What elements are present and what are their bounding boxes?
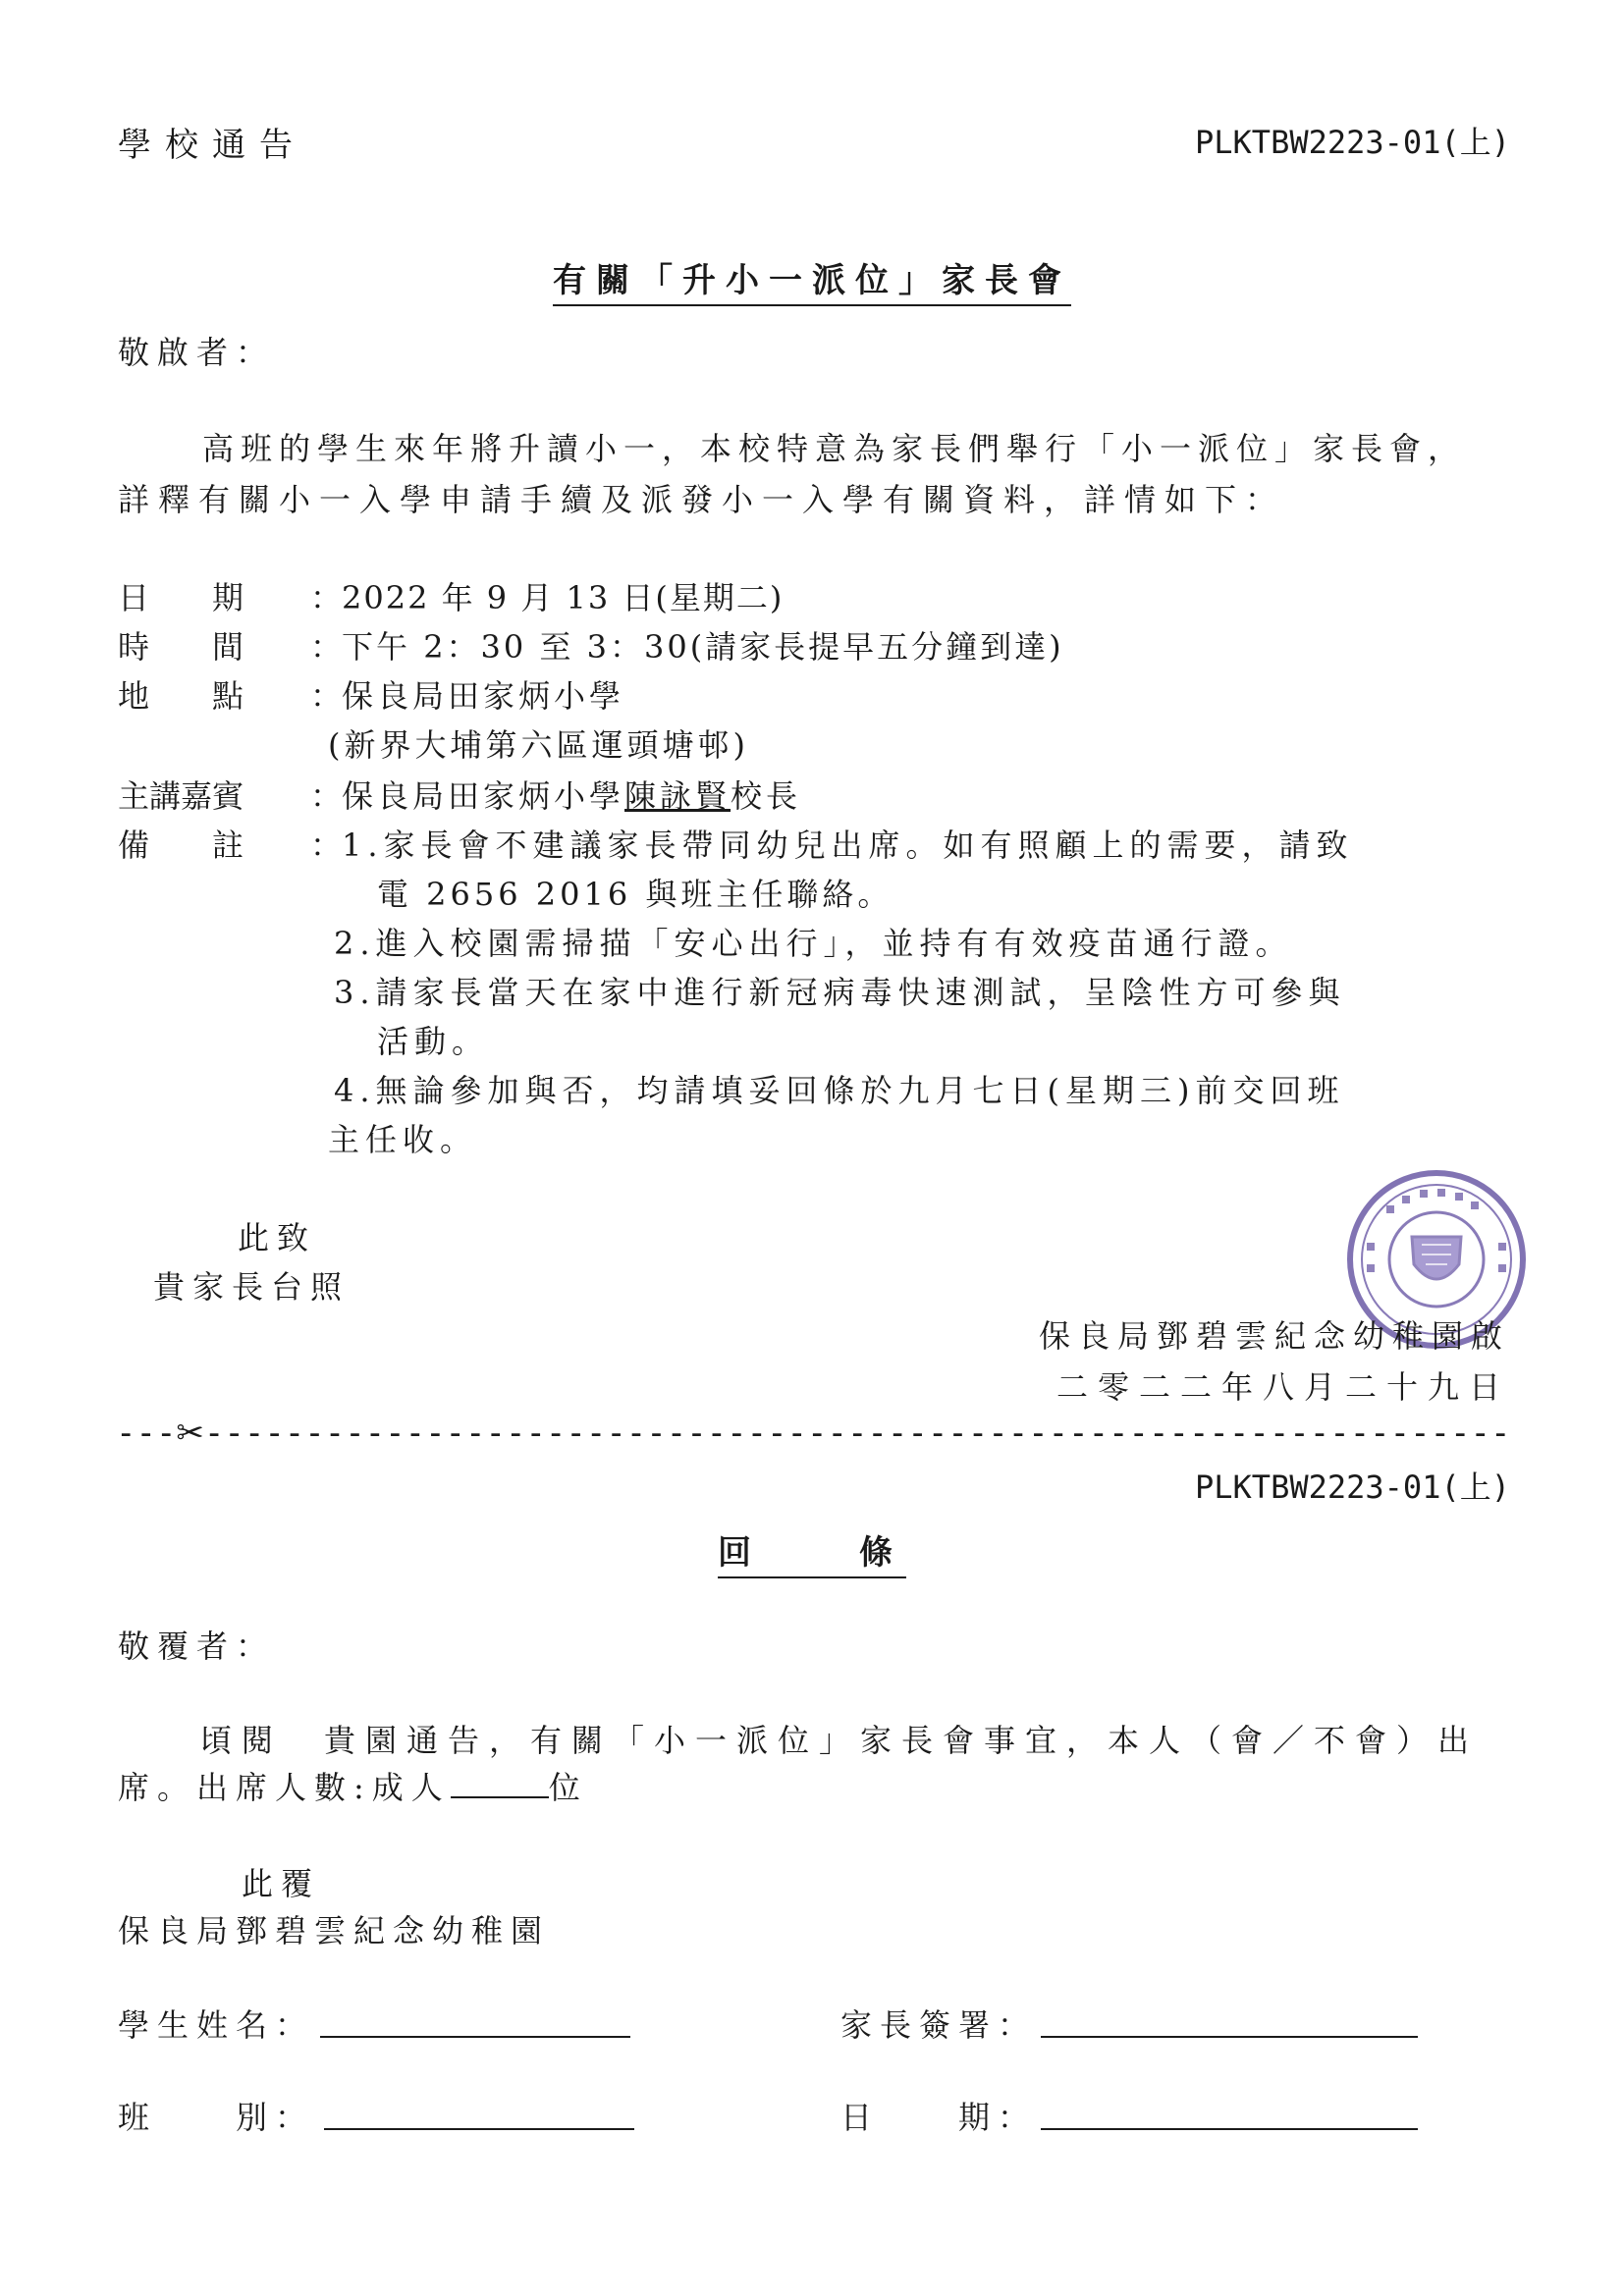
reply-title: 回 條 xyxy=(718,1533,906,1578)
detail-date-value: 2022 年 9 月 13 日(星期二) xyxy=(342,579,785,616)
reply-closing-2: 保良局鄧碧雲紀念幼稚園 xyxy=(118,1912,551,1949)
reply-body-line-2 xyxy=(118,1763,588,1808)
parent-signature-label: 家長簽署： xyxy=(840,2006,1038,2044)
signoff-date: 二零二二年八月二十九日 xyxy=(1056,1368,1510,1406)
detail-time: 時 間 ：下午 2：30 至 3：30(請家長提早五分鐘到達) xyxy=(118,622,1064,667)
note-3-line-2: 活動。 xyxy=(377,1023,490,1060)
note-2: 2.進入校園需掃描「安心出行」，並持有有效疫苗通行證。 xyxy=(334,925,1293,962)
notice-title-wrap xyxy=(0,253,1624,301)
class-label: 班 別： xyxy=(118,2099,315,2136)
closing-line-2: 貴家長台照 xyxy=(153,1268,351,1306)
note-3-line-1: 3.請家長當天在家中進行新冠病毒快速測試，呈陰性方可參與 xyxy=(334,974,1346,1011)
reply-salutation: 敬覆者： xyxy=(118,1628,276,1665)
detail-date-label: 日 期 xyxy=(118,579,244,616)
detail-speaker-suffix: 校長 xyxy=(731,777,802,815)
detail-speaker: 主講嘉賓 ：保良局田家炳小學陳詠賢校長 xyxy=(118,772,801,817)
attendees-unit: 位 xyxy=(548,1769,588,1806)
detail-notes: 備 註 ：1.家長會不建議家長帶同幼兒出席。如有照顧上的需要，請致 xyxy=(118,821,1354,866)
parent-signature-field[interactable] xyxy=(1041,2036,1418,2038)
note-1-line-1: 1.家長會不建議家長帶同幼兒出席。如有照顧上的需要，請致 xyxy=(342,827,1354,864)
note-4-line-1: 4.無論參加與否，均請填妥回條於九月七日(星期三)前交回班 xyxy=(334,1072,1345,1109)
reply-title-wrap xyxy=(0,1525,1624,1574)
signoff-org: 保良局鄧碧雲紀念幼稚園啟 xyxy=(1038,1317,1510,1355)
detail-speaker-label: 主講嘉賓 xyxy=(118,777,244,815)
note-1-line-2: 電 2656 2016 與班主任聯絡。 xyxy=(377,876,893,913)
notice-code: PLKTBW2223-01(上) xyxy=(1195,124,1510,161)
detail-place-label: 地 點 xyxy=(118,677,244,715)
intro-line-1: 高班的學生來年將升讀小一，本校特意為家長們舉行「小一派位」家長會， xyxy=(202,430,1467,467)
cut-line: ---✂----------------------------------------------------------------- xyxy=(116,1414,1510,1453)
detail-time-value: 下午 2：30 至 3：30(請家長提早五分鐘到達) xyxy=(342,628,1064,666)
student-name-field[interactable] xyxy=(320,2036,630,2038)
detail-place-value: 保良局田家炳小學 xyxy=(342,677,625,715)
attendees-label: 席。出席人數:成人 xyxy=(118,1769,451,1806)
reply-code: PLKTBW2223-01(上) xyxy=(1195,1468,1510,1506)
salutation: 敬啟者： xyxy=(118,334,276,371)
intro-line-2: 詳釋有關小一入學申請手續及派發小一入學有關資料，詳情如下： xyxy=(118,481,1286,518)
detail-notes-label: 備 註 xyxy=(118,827,244,864)
detail-place-address: (新界大埔第六區運頭塘邨) xyxy=(328,726,749,764)
notice-type: 學校通告 xyxy=(118,126,306,165)
detail-time-label: 時 間 xyxy=(118,628,244,666)
reply-body-line-1: 頃閱 貴園通告，有關「小一派位」家長會事宜，本人（會／不會）出 xyxy=(200,1722,1480,1759)
detail-place: 地 點 ：保良局田家炳小學 xyxy=(118,671,624,717)
class-field[interactable] xyxy=(324,2128,634,2130)
detail-speaker-name: 陳詠賢 xyxy=(624,777,731,815)
reply-date-label: 日 期： xyxy=(840,2099,1038,2136)
notice-title: 有關「升小一派位」家長會 xyxy=(553,261,1071,306)
note-4-line-2: 主任收。 xyxy=(328,1121,478,1158)
scissors-icon: ✂ xyxy=(176,1414,204,1453)
detail-speaker-prefix: 保良局田家炳小學 xyxy=(342,777,625,815)
reply-date-field[interactable] xyxy=(1041,2128,1418,2130)
attendees-count-field[interactable] xyxy=(451,1769,549,1798)
closing-line-1: 此致 xyxy=(238,1219,317,1256)
student-name-label: 學生姓名： xyxy=(118,2006,315,2044)
detail-date: 日 期 ：2022 年 9 月 13 日(星期二) xyxy=(118,573,784,618)
reply-closing-1: 此覆 xyxy=(242,1865,321,1902)
